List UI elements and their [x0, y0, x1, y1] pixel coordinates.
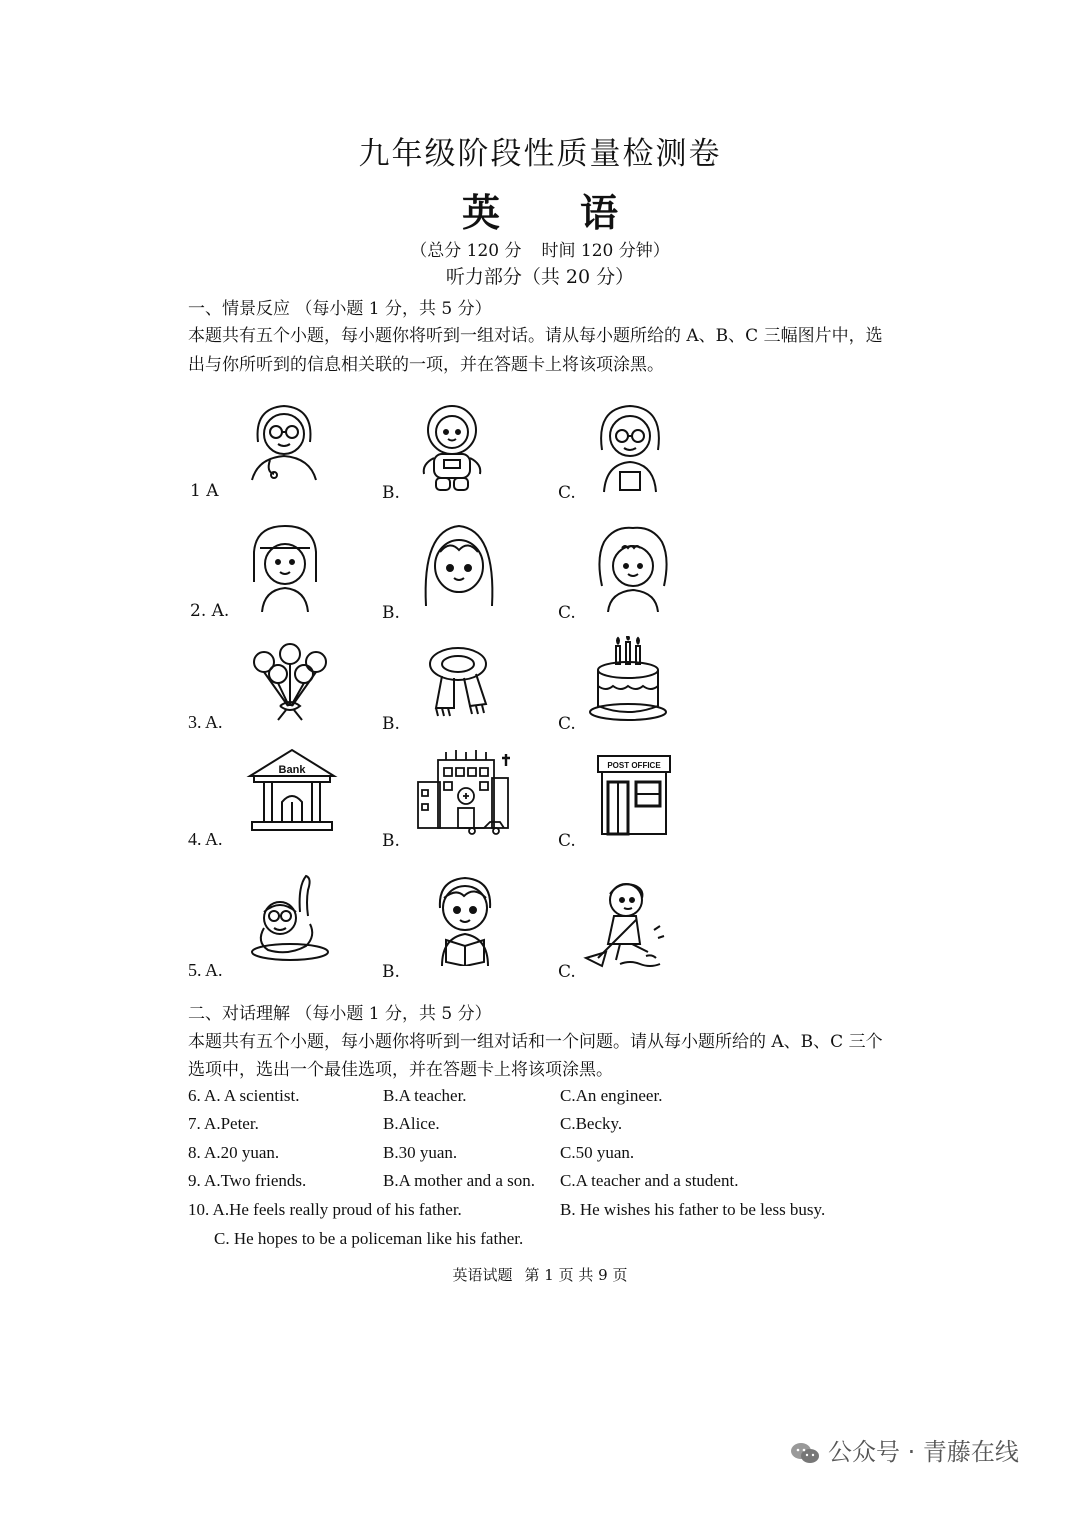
- section1-instruction-line1: 本题共有五个小题，每小题你将听到一组对话。请从每小题所给的 A、B、C 三幅图片中，选: [188, 326, 883, 346]
- footer-page: 第 1 页 共 9 页: [524, 1266, 628, 1284]
- watermark-text: 公众号 · 青藤在线: [828, 1438, 1019, 1466]
- q4-label: 4. A.: [188, 829, 223, 849]
- q6-option-c: C.An engineer.: [560, 1086, 663, 1105]
- q2-option-c: C.: [558, 603, 576, 623]
- q9-option-a: 9. A.Two friends.: [188, 1171, 307, 1190]
- hospital-icon: [416, 748, 518, 836]
- footer-subject: 英语试题: [452, 1266, 513, 1284]
- q1-option-c: C.: [558, 483, 576, 503]
- exam-meta: [0, 236, 1080, 261]
- subject-right: 语: [580, 190, 619, 235]
- q9-option-b: B.A mother and a son.: [383, 1171, 536, 1190]
- teacher-icon: [592, 402, 668, 494]
- q5-option-b: B.: [382, 962, 400, 982]
- section1-heading: 一、情景反应 （每小题 1 分，共 5 分）: [188, 299, 492, 319]
- q1-label: 1 A: [190, 481, 219, 501]
- section2-instruction-line1: 本题共有五个小题，每小题你将听到一组对话和一个问题。请从每小题所给的 A、B、C 三个: [188, 1032, 883, 1052]
- wechat-icon: [790, 1441, 820, 1465]
- flowers-icon: [244, 640, 340, 722]
- bank-sign-text: Bank: [278, 764, 306, 776]
- section1-instruction-line2: 出与你所听到的信息相关联的一项，并在答题卡上将该项涂黑。: [188, 355, 664, 375]
- q7-option-c: C.Becky.: [560, 1114, 623, 1133]
- doctor-icon: [244, 400, 324, 482]
- q3-label: 3. A.: [188, 712, 223, 732]
- exam-title: 九年级阶段性质量检测卷: [358, 136, 722, 172]
- long-hair-girl-icon: [420, 520, 498, 612]
- q3-option-b: B.: [382, 714, 400, 734]
- subject-left: 英: [461, 190, 500, 235]
- q2-option-b: B.: [382, 603, 400, 623]
- q10-option-c: C. He hopes to be a policeman like his father.: [214, 1229, 524, 1248]
- q4-option-c: C.: [558, 831, 576, 851]
- bank-icon: [246, 746, 338, 832]
- sweeping-boy-icon: [580, 878, 680, 970]
- q6-option-a: 6. A. A scientist.: [188, 1086, 300, 1105]
- page-footer: [0, 1264, 1080, 1285]
- post-office-sign-text: POST OFFICE: [607, 761, 661, 770]
- q7-option-b: B.Alice.: [383, 1114, 440, 1133]
- curly-hair-girl-icon: [594, 522, 672, 612]
- q8-option-c: C.50 yuan.: [560, 1143, 635, 1162]
- q8-option-b: B.30 yuan.: [383, 1143, 458, 1162]
- reading-boy-icon: [430, 874, 500, 966]
- post-office-icon: [594, 752, 674, 838]
- q5-option-c: C.: [558, 962, 576, 982]
- q3-option-c: C.: [558, 714, 576, 734]
- q1-option-b: B.: [382, 483, 400, 503]
- listening-part-title: 听力部分（共 20 分）: [445, 266, 635, 288]
- q8-option-a: 8. A.20 yuan.: [188, 1143, 280, 1162]
- q4-option-b: B.: [382, 831, 400, 851]
- q7-option-a: 7. A.Peter.: [188, 1114, 259, 1133]
- watermark: [790, 1432, 1019, 1467]
- exam-time: 时间 120 分钟）: [541, 241, 670, 261]
- astronaut-icon: [414, 402, 490, 494]
- q5-label: 5. A.: [188, 960, 223, 980]
- section2-instruction-line2: 选项中，选出一个最佳选项，并在答题卡上将该项涂黑。: [188, 1060, 613, 1080]
- q6-option-b: B.A teacher.: [383, 1086, 467, 1105]
- total-score: （总分 120 分: [410, 241, 522, 261]
- scarf-icon: [420, 644, 500, 722]
- birthday-cake-icon: [588, 636, 668, 726]
- short-hair-girl-icon: [246, 522, 324, 612]
- subject-title: [0, 182, 1080, 237]
- section2-heading: 二、对话理解 （每小题 1 分，共 5 分）: [188, 1004, 492, 1024]
- q10-option-a: 10. A.He feels really proud of his father.: [188, 1200, 462, 1219]
- q9-option-c: C.A teacher and a student.: [560, 1171, 739, 1190]
- q10-option-b: B. He wishes his father to be less busy.: [560, 1200, 826, 1219]
- q2-label: 2. A.: [190, 601, 230, 621]
- swimming-icon: [244, 872, 336, 964]
